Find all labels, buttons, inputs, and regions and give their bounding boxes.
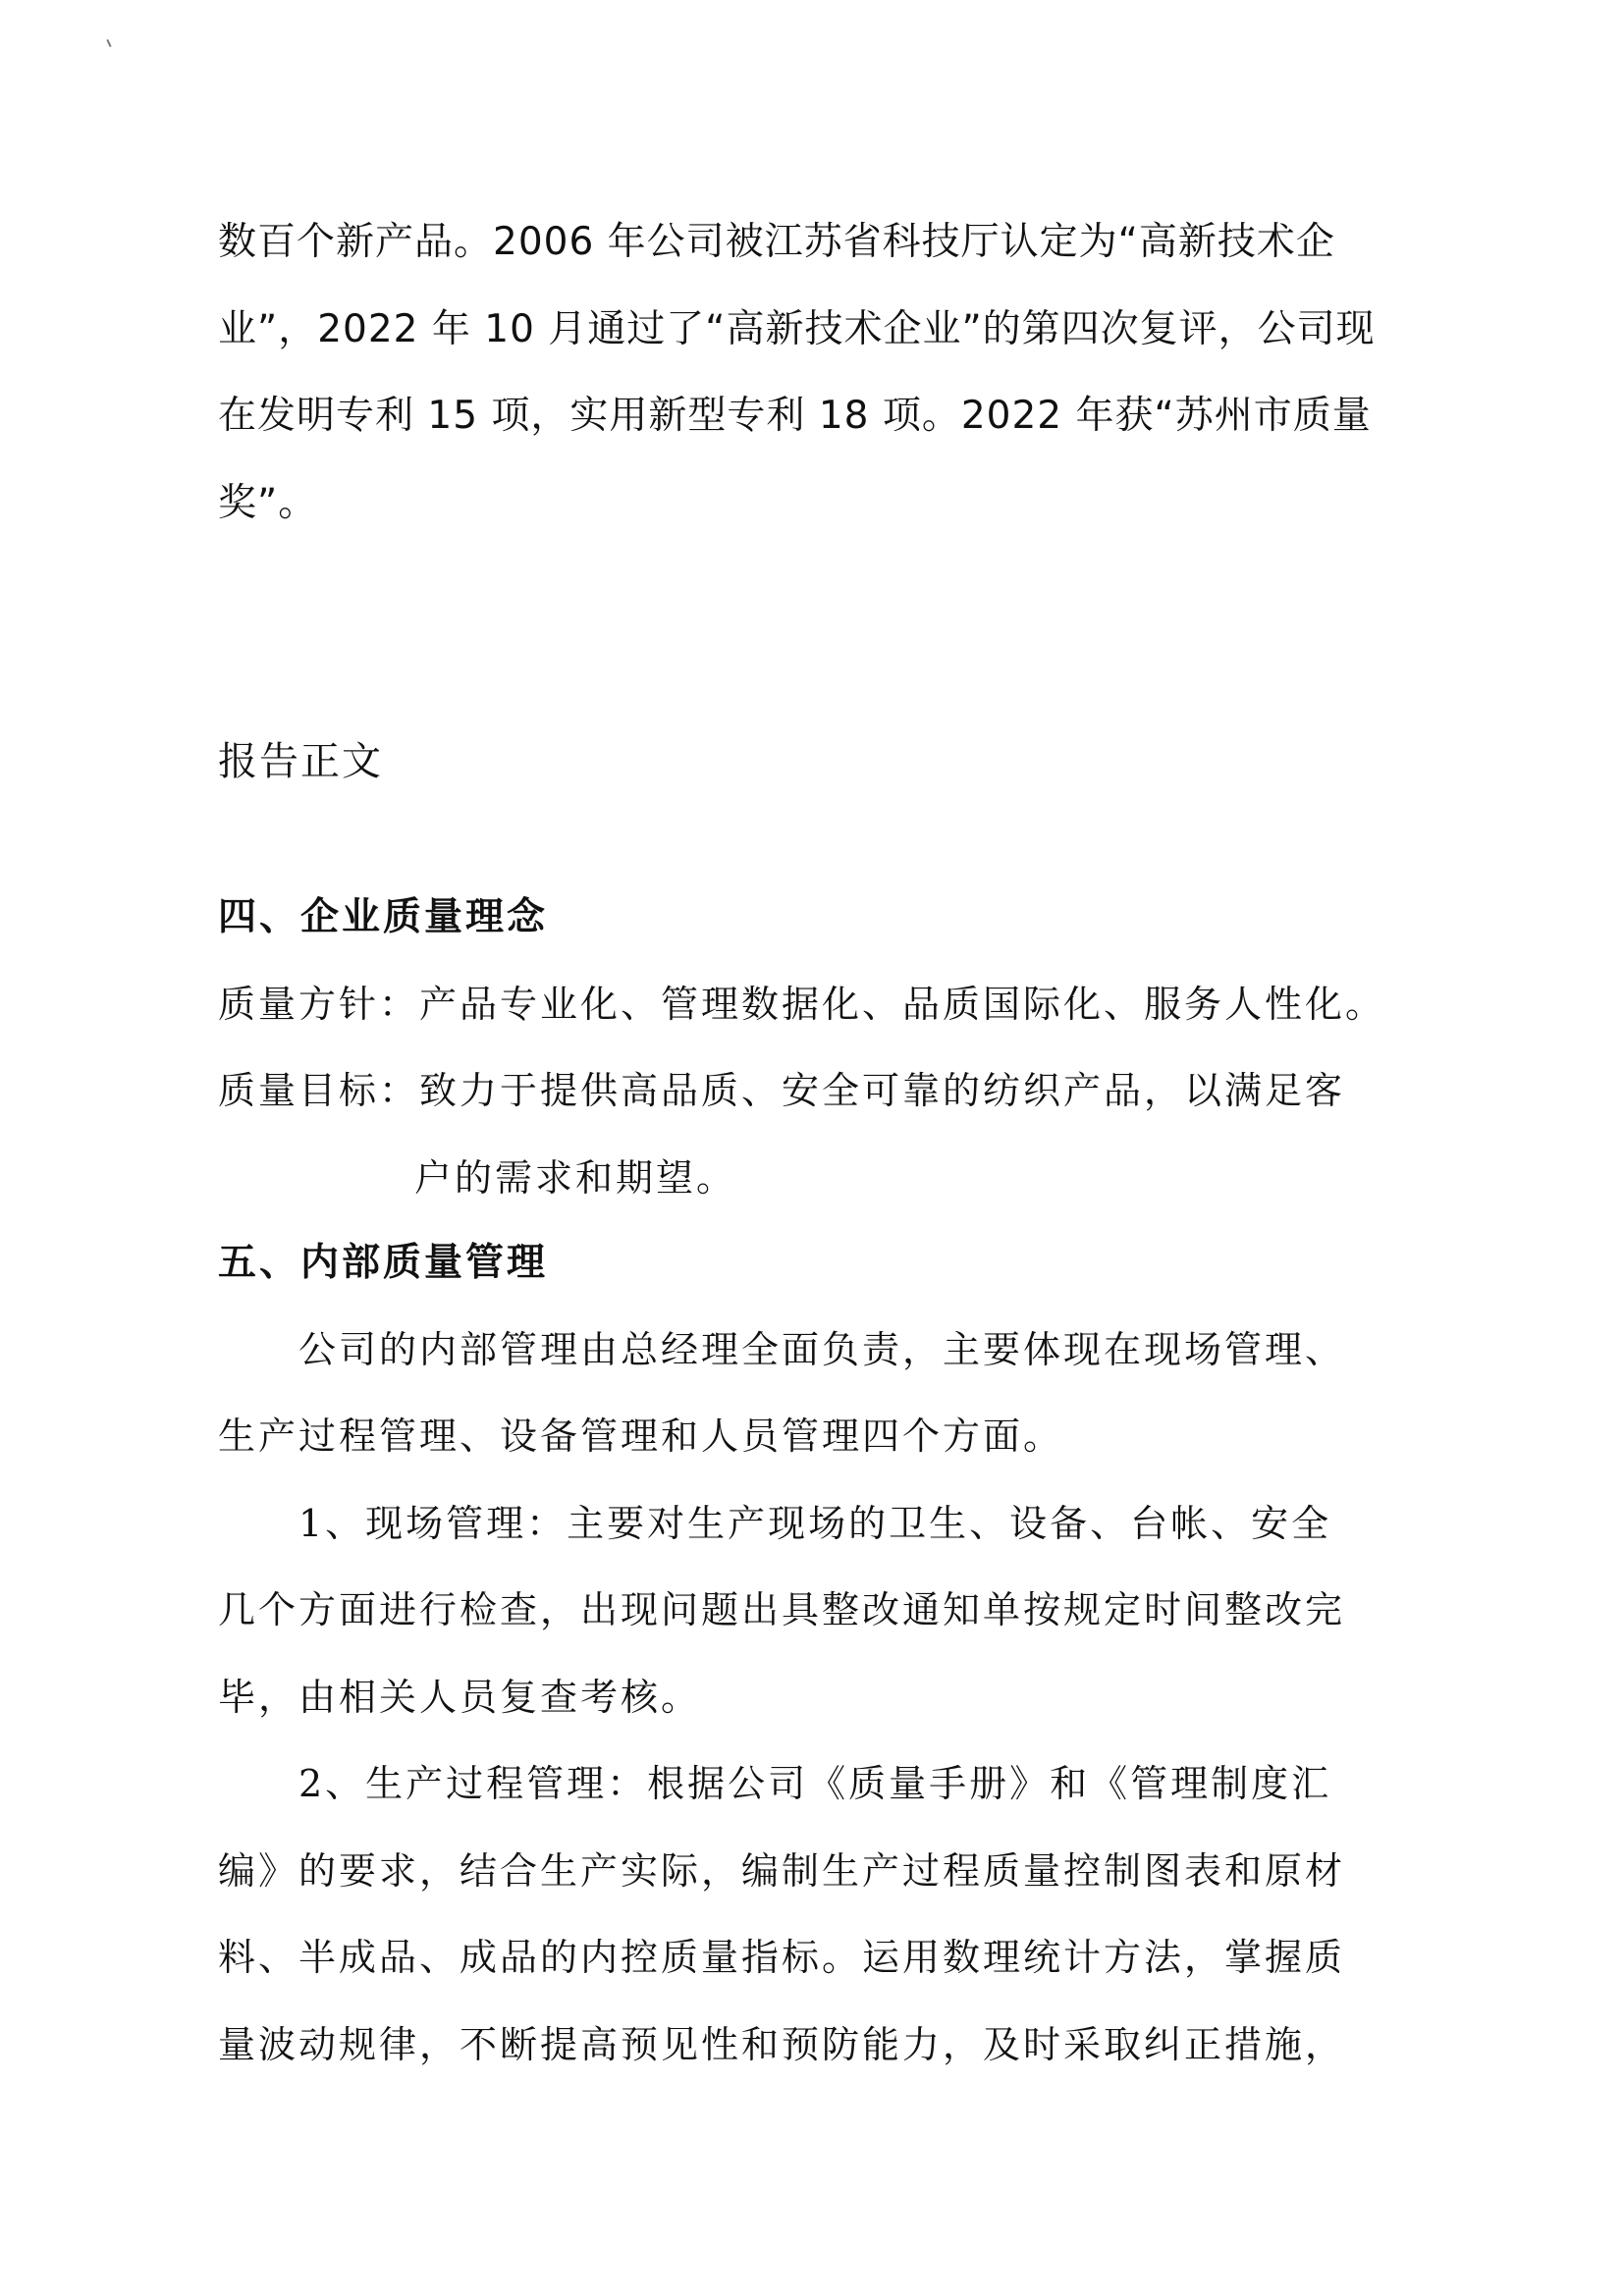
section-5-line-3: 1、现场管理：主要对生产现场的卫生、设备、台帐、安全 — [298, 1502, 1332, 1545]
section-5-line-7: 编》的要求，结合生产实际，编制生产过程质量控制图表和原材 — [218, 1849, 1346, 1893]
section-5-line-1: 公司的内部管理由总经理全面负责，主要体现在现场管理、 — [298, 1328, 1346, 1371]
section-5-line-5: 毕，由相关人员复查考核。 — [218, 1676, 702, 1719]
intro-line-1: 数百个新产品。2006 年公司被江苏省科技厅认定为“高新技术企 — [218, 220, 1335, 264]
intro-line-2: 业”，2022 年 10 月通过了“高新技术企业”的第四次复评，公司现 — [218, 307, 1376, 351]
quality-policy: 质量方针：产品专业化、管理数据化、品质国际化、服务人性化。 — [218, 983, 1386, 1026]
section-5-line-8: 料、半成品、成品的内控质量指标。运用数理统计方法，掌握质 — [218, 1936, 1346, 1979]
intro-line-3: 在发明专利 15 项，实用新型专利 18 项。2022 年获“苏州市质量 — [218, 394, 1372, 438]
scan-artifact — [106, 39, 111, 47]
quality-goal-line-2: 户的需求和期望。 — [414, 1156, 737, 1200]
intro-line-4: 奖”。 — [218, 481, 318, 525]
section-5-line-4: 几个方面进行检查，出现问题出具整改通知单按规定时间整改完 — [218, 1588, 1346, 1631]
section-5-title: 五、内部质量管理 — [218, 1240, 549, 1285]
quality-goal-line-1: 质量目标：致力于提供高品质、安全可靠的纺织产品，以满足客 — [218, 1069, 1346, 1112]
section-5-line-2: 生产过程管理、设备管理和人员管理四个方面。 — [218, 1415, 1064, 1458]
section-4-title: 四、企业质量理念 — [218, 894, 549, 939]
section-5-line-9: 量波动规律，不断提高预见性和预防能力，及时采取纠正措施， — [218, 2023, 1346, 2066]
report-heading: 报告正文 — [218, 739, 383, 784]
section-5-line-6: 2、生产过程管理：根据公司《质量手册》和《管理制度汇 — [298, 1762, 1332, 1805]
